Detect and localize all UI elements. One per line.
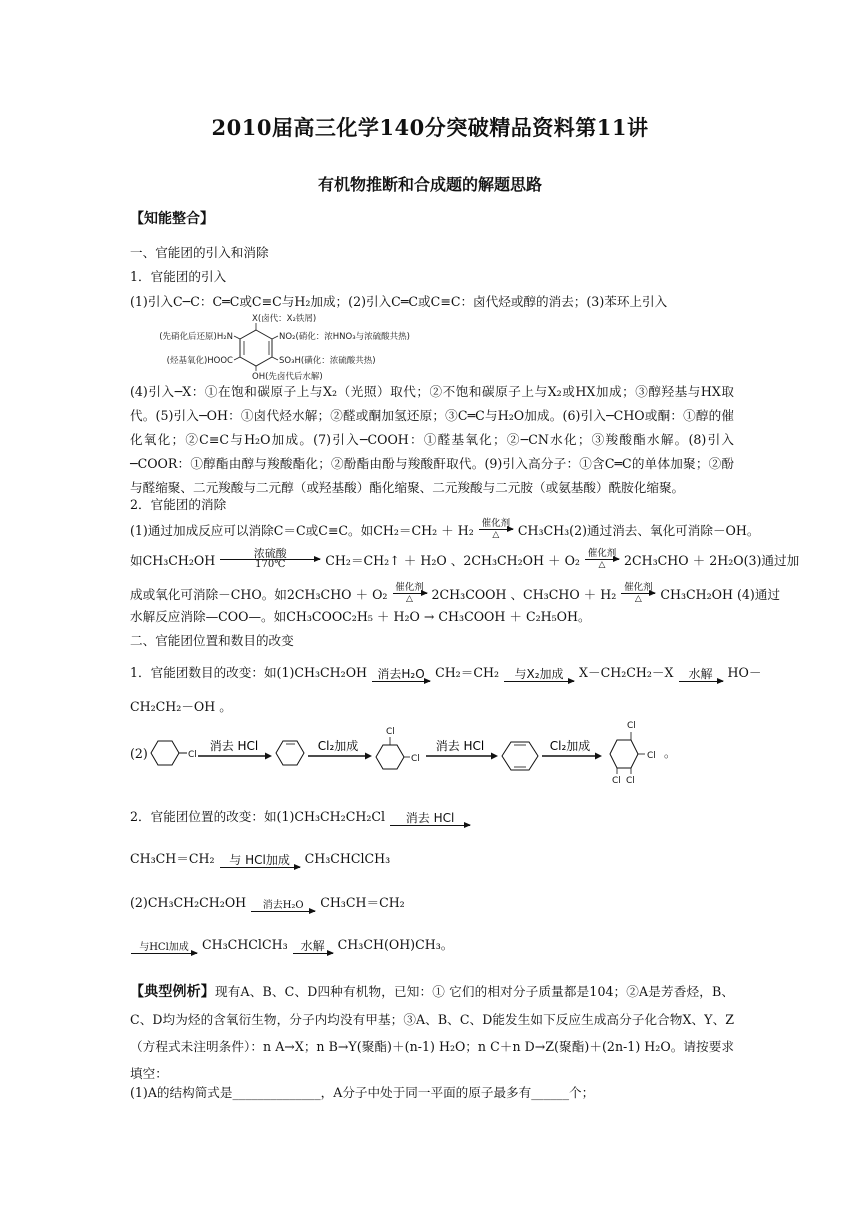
chloro-label-7: Cl: [626, 776, 635, 786]
scheme-arrow-1-label: 消去 HCl: [209, 739, 259, 753]
heading-elimination: 2．官能团的消除: [130, 497, 227, 512]
position-change-line-4: [130, 936, 735, 954]
temperature-label: 170℃: [255, 559, 286, 570]
elimination-hcl-arrow: [390, 811, 470, 826]
number-change-part-d: HO－: [727, 665, 762, 680]
example-text: 现有A、B、C、D四种有机物，已知：① 它们的相对分子质量都是104；②A是芳香烃，B、C、D均为烃的含氧衍生物，分子内均没有甲基；③A、B、C、D能发生如下反应生成高分子化合物X、Y、Z（方程式未注明条件）：n A→X；n B→Y(聚酯)＋(n-1) H₂O；n C＋n D→Z(聚酯)＋(2n-1) H₂O。请按要求填空：: [130, 984, 735, 1081]
catalyst-arrow-2: [585, 548, 619, 570]
heat-symbol: △: [598, 560, 606, 570]
catalyst-label: 催化剂: [395, 582, 424, 593]
arrow-bar: [504, 681, 574, 682]
position-change-part-a: 2．官能团位置的改变：如(1)CH₃CH₂CH₂Cl: [130, 809, 386, 824]
elimination-1-right: CH₃CH₃(2)通过消去、氧化可消除－OH。: [517, 523, 760, 538]
number-change-part-c: X－CH₂CH₂－X: [579, 665, 674, 680]
hcl-addition-label-2: 与HCl加成: [139, 942, 189, 953]
dehydration-label-2: 消去H₂O: [262, 900, 304, 911]
catalyst-arrow-3: [393, 582, 427, 604]
arrow-bar: [621, 593, 655, 594]
document-title: 2010届高三化学140分突破精品资料第11讲: [211, 115, 649, 140]
section-knowledge-heading: 【知能整合】: [130, 211, 214, 227]
example-heading: 【典型例析】: [130, 984, 215, 1000]
hcl-addition-arrow-2: [131, 942, 197, 954]
example-paragraph: [130, 978, 734, 1087]
chloro-label-1: Cl: [188, 750, 197, 760]
chloropropane-2: CH₃CHClCH₃: [202, 937, 288, 952]
scheme-end: 。: [664, 746, 677, 760]
propene-1: CH₃CH＝CH₂: [130, 851, 215, 866]
sulfuric-acid-arrow: [220, 548, 320, 570]
hydrolysis-arrow-2: [293, 939, 333, 954]
propene-2: CH₃CH＝CH₂: [320, 895, 405, 910]
catalyst-arrow-1: [479, 518, 513, 540]
elimination-1-left: (1)通过加成反应可以消除C＝C或C≡C。如CH₂＝CH₂ ＋ H₂: [130, 523, 474, 538]
heading-functional-groups: 一、官能团的引入和消除: [130, 245, 269, 260]
benzene-right-upper-label: NO₂(硝化：浓HNO₃与浓硫酸共热): [279, 332, 410, 342]
benzene-left-lower-label: (烃基氧化)HOOC: [166, 356, 233, 366]
hcl-addition-label: 与 HCl加成: [229, 853, 290, 867]
benzene-left-upper-label: (先硝化后还原)H₂N: [159, 332, 233, 342]
number-change-part-a: 1．官能团数目的改变：如(1)CH₃CH₂OH: [130, 665, 368, 680]
arrow-bar: [251, 911, 315, 912]
elimination-2-part-a: 如CH₃CH₂OH: [130, 553, 216, 568]
intro-line: (1)引入C─C：C═C或C≡C与H₂加成；(2)引入C═C或C≡C：卤代烃或醇的消去；(3)苯环上引入: [130, 294, 668, 309]
benzene-substitution-diagram: [130, 313, 450, 382]
scheme-arrow-2-label: Cl₂加成: [317, 739, 359, 753]
elimination-line-3: [130, 582, 781, 604]
question-1: (1)A的结构简式是______________，A分子中处于同一平面的原子最多有______个；: [130, 1085, 595, 1100]
heat-symbol: △: [406, 594, 413, 604]
benzene-bottom-label: OH(先卤代后水解): [252, 372, 323, 382]
isopropanol: CH₃CH(OH)CH₃。: [337, 937, 454, 952]
elimination-line-1: [130, 518, 760, 540]
elimination-line-2: [130, 547, 800, 578]
number-change-part-b: CH₂＝CH₂: [435, 665, 499, 680]
elimination-3-part-a: 成或氧化可消除－CHO。如2CH₃CHO ＋ O₂: [130, 587, 388, 602]
arrow-bar: [479, 529, 513, 530]
heading-introduction: 1．官能团的引入: [130, 269, 227, 284]
scheme-arrow-3-label: 消去 HCl: [435, 739, 485, 753]
heading-position-number: 二、官能团位置和数目的改变: [130, 633, 294, 648]
document-subtitle: 有机物推断和合成题的解题思路: [317, 175, 542, 194]
arrow-bar: [585, 559, 619, 560]
position-change-line-1: [130, 808, 735, 826]
cyclohexane-chlorination-scheme: [148, 720, 728, 790]
heat-symbol: △: [492, 530, 500, 540]
dehydration-label: 消去H₂O: [377, 667, 425, 681]
position-change-line-3: [130, 894, 735, 912]
arrow-bar: [390, 825, 470, 826]
chloro-label-6: Cl: [612, 776, 621, 786]
arrow-bar: [131, 953, 197, 954]
chloro-label-4: Cl: [627, 721, 636, 731]
chloro-label-2: Cl: [386, 727, 395, 737]
scheme-label: (2): [130, 746, 148, 761]
elimination-3-part-c: CH₃CH₂OH (4)通过: [660, 587, 781, 602]
arrow-bar: [220, 559, 320, 560]
elimination-hcl-label: 消去 HCl: [405, 811, 455, 825]
catalyst-label: 催化剂: [624, 582, 653, 593]
position-change-line-2: [130, 850, 735, 868]
elimination-line-4: 水解反应消除—COO—。如CH₃COOC₂H₅ ＋ H₂O → CH₃COOH ＋ C₂H₅OH。: [130, 609, 591, 624]
benzene-right-lower-label: SO₃H(磺化：浓硫酸共热): [279, 356, 376, 366]
halogen-addition-label: 与X₂加成: [514, 667, 564, 681]
halogen-addition-arrow: [504, 667, 574, 682]
hydrolysis-arrow: [679, 667, 723, 682]
chloro-label-3: Cl: [411, 754, 420, 764]
catalyst-arrow-4: [621, 582, 655, 604]
chloropropane-1: CH₃CHClCH₃: [304, 851, 391, 866]
hydrolysis-label: 水解: [688, 667, 713, 681]
arrow-bar: [372, 681, 430, 682]
benzene-top-label: X(卤代：X₂铁屑): [252, 314, 317, 324]
elimination-2-part-b: CH₂＝CH₂↑ ＋ H₂O 、2CH₃CH₂OH ＋ O₂: [325, 553, 580, 568]
dehydration-arrow: [372, 667, 430, 682]
elimination-2-part-c: 2CH₃CHO ＋ 2H₂O(3)通过加: [623, 553, 800, 568]
hydrolysis-label-2: 水解: [300, 939, 325, 953]
catalyst-label: 催化剂: [481, 518, 511, 529]
arrow-bar: [679, 681, 723, 682]
arrow-bar: [293, 953, 333, 954]
heat-symbol: △: [634, 594, 642, 604]
introduction-paragraph: (4)引入─X：①在饱和碳原子上与X₂（光照）取代；②不饱和碳原子上与X₂或HX加成；③醇羟基与HX取代。(5)引入─OH：①卤代烃水解；②醛或酮加氢还原；③C═C与H₂O加成。(6)引入─CHO或酮：①醇的催化氧化；②C≡C与H₂O加成。(7)引入─COOH：①醛基氧化；②─CN水化；③羧酸酯水解。(8)引入─COOR：①醇酯由醇与羧酸酯化；②酚酯由酚与羧酸酐取代。(9)引入高分子：①含C═C的单体加聚；②酚与醛缩聚、二元羧酸与二元醇（或羟基酸）酯化缩聚、二元羧酸与二元胺（或氨基酸）酰胺化缩聚。: [130, 384, 734, 495]
elimination-3-part-b: 2CH₃COOH 、CH₃CHO ＋ H₂: [431, 587, 617, 602]
number-change-line-1: [130, 664, 762, 682]
number-change-line-2: CH₂CH₂－OH 。: [130, 699, 232, 714]
arrow-bar: [220, 867, 300, 868]
hcl-addition-arrow-1: [220, 853, 300, 868]
catalyst-label: 催化剂: [587, 548, 617, 559]
propanol: (2)CH₃CH₂CH₂OH: [130, 895, 247, 910]
arrow-bar: [393, 593, 427, 594]
chloro-label-5: Cl: [647, 751, 656, 761]
sulfuric-acid-label: 浓硫酸: [253, 547, 287, 560]
dehydration-arrow-2: [251, 900, 315, 912]
scheme-arrow-4-label: Cl₂加成: [549, 739, 591, 753]
